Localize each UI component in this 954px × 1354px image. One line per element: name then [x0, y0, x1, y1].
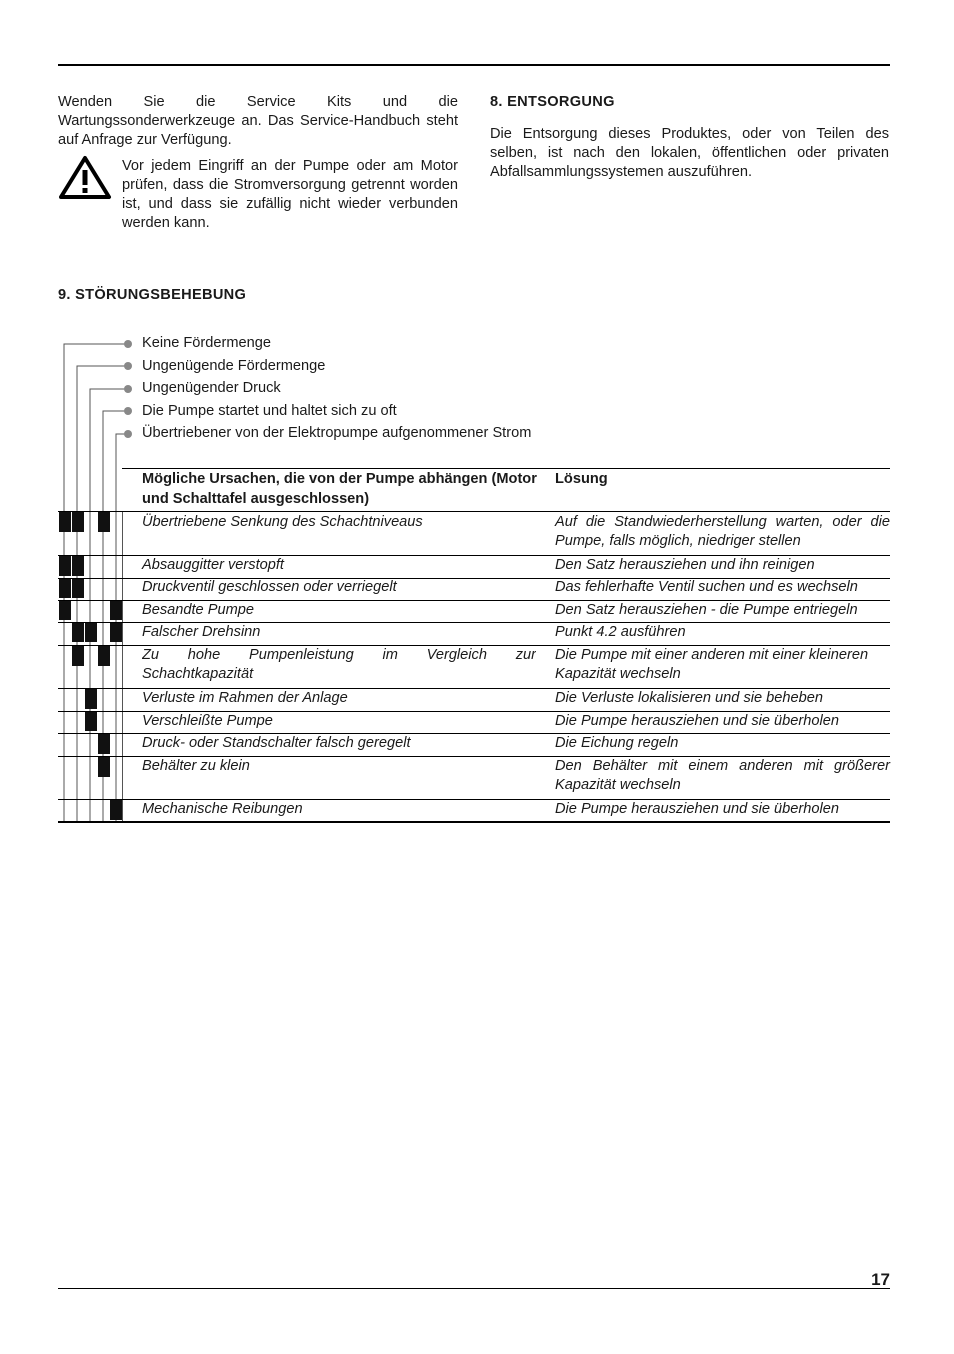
symptom-mark	[59, 556, 71, 576]
legend-excessive-current: Übertriebener von der Elektropumpe aufgenommener Strom	[142, 425, 532, 441]
legend-insufficient-flow: Ungenügende Fördermenge	[142, 358, 326, 374]
solution-cell: Den Satz herausziehen - die Pumpe entriegeln	[555, 602, 858, 618]
symptom-mark	[110, 800, 122, 820]
symptom-mark	[85, 689, 97, 709]
table-bottom-line	[58, 821, 890, 823]
table-header-cause: Mögliche Ursachen, die von der Pumpe abhängen (Motor und Schalttafel ausgeschlossen)	[142, 471, 537, 507]
cause-cell: Verluste im Rahmen der Anlage	[142, 690, 348, 706]
solution-cell: Die Pumpe herausziehen und sie überholen	[555, 801, 839, 817]
cause-cell: Falscher Drehsinn	[142, 624, 261, 640]
cause-cell-line1: Zu hohe Pumpenleistung im Vergleich zur	[142, 647, 536, 663]
section-8-title: 8. ENTSORGUNG	[490, 94, 615, 110]
cause-cell: Druck- oder Standschalter falsch geregelt	[142, 735, 411, 751]
cause-cell: Absauggitter verstopft	[142, 557, 284, 573]
table-row-line	[58, 511, 890, 512]
legend-insufficient-pressure: Ungenügender Druck	[142, 380, 281, 396]
symptom-mark	[110, 601, 122, 620]
symptom-mark	[59, 512, 71, 532]
solution-cell: Den Behälter mit einem anderen mit größerer Kapazität wechseln	[555, 758, 890, 793]
solution-cell: Den Satz herausziehen und ihn reinigen	[555, 557, 815, 573]
symptom-mark	[98, 646, 110, 666]
service-kits-paragraph: Wenden Sie die Service Kits und die Wartungssonderwerkzeuge an. Das Service-Handbuch steht auf Anfrage zur Verfügung.	[58, 94, 458, 148]
cause-cell: Druckventil geschlossen oder verriegelt	[142, 579, 397, 595]
symptom-mark	[72, 556, 84, 576]
symptom-mark	[72, 646, 84, 666]
solution-cell: Punkt 4.2 ausführen	[555, 624, 686, 640]
symptom-mark	[85, 712, 97, 731]
cause-cell	[142, 646, 536, 665]
symptom-mark	[98, 734, 110, 754]
cause-cell-line2: Schachtkapazität	[142, 666, 254, 682]
solution-cell: Auf die Standwiederherstellung warten, oder die Pumpe, falls möglich, niedriger stellen	[555, 514, 890, 549]
cause-cell: Mechanische Reibungen	[142, 801, 303, 817]
legend-frequent-start-stop: Die Pumpe startet und haltet sich zu oft	[142, 403, 397, 419]
symptom-mark	[85, 623, 97, 642]
table-vertical-separator	[122, 512, 123, 822]
cause-cell: Behälter zu klein	[142, 758, 250, 774]
symptom-mark	[72, 512, 84, 532]
solution-cell: Die Pumpe herausziehen und sie überholen	[555, 713, 839, 729]
symptom-mark	[110, 623, 122, 642]
solution-cell: Die Verluste lokalisieren und sie beheben	[555, 690, 823, 706]
cause-cell: Verschleißte Pumpe	[142, 713, 273, 729]
cause-cell: Besandte Pumpe	[142, 602, 254, 618]
symptom-mark	[98, 512, 110, 532]
solution-cell: Die Pumpe mit einer anderen mit einer kleineren Kapazität wechseln	[555, 647, 869, 682]
symptom-mark	[72, 623, 84, 642]
legend-no-flow: Keine Fördermenge	[142, 335, 271, 351]
symptom-mark	[59, 579, 71, 598]
symptom-mark	[98, 757, 110, 777]
symptom-mark	[72, 579, 84, 598]
warning-text: Vor jedem Eingriff an der Pumpe oder am Motor prüfen, dass die Stromversorgung getrennt worden ist, und dass sie zufällig nicht wieder verbunden werden kann.	[122, 158, 458, 231]
section-9-title: 9. STÖRUNGSBEHEBUNG	[58, 287, 247, 303]
section-8-text: Die Entsorgung dieses Produktes, oder von Teilen des selben, ist nach den lokalen, öffentlichen oder privaten Abfallsammlungssystemen auszuführen.	[490, 126, 889, 180]
symptom-mark	[59, 601, 71, 620]
solution-cell: Das fehlerhafte Ventil suchen und es wechseln	[555, 579, 858, 595]
page-number: 17	[871, 1270, 890, 1289]
cause-cell: Übertriebene Senkung des Schachtniveaus	[142, 514, 423, 530]
solution-cell: Die Eichung regeln	[555, 735, 679, 751]
bottom-rule	[58, 1288, 890, 1289]
table-header-solution: Lösung	[555, 471, 608, 487]
